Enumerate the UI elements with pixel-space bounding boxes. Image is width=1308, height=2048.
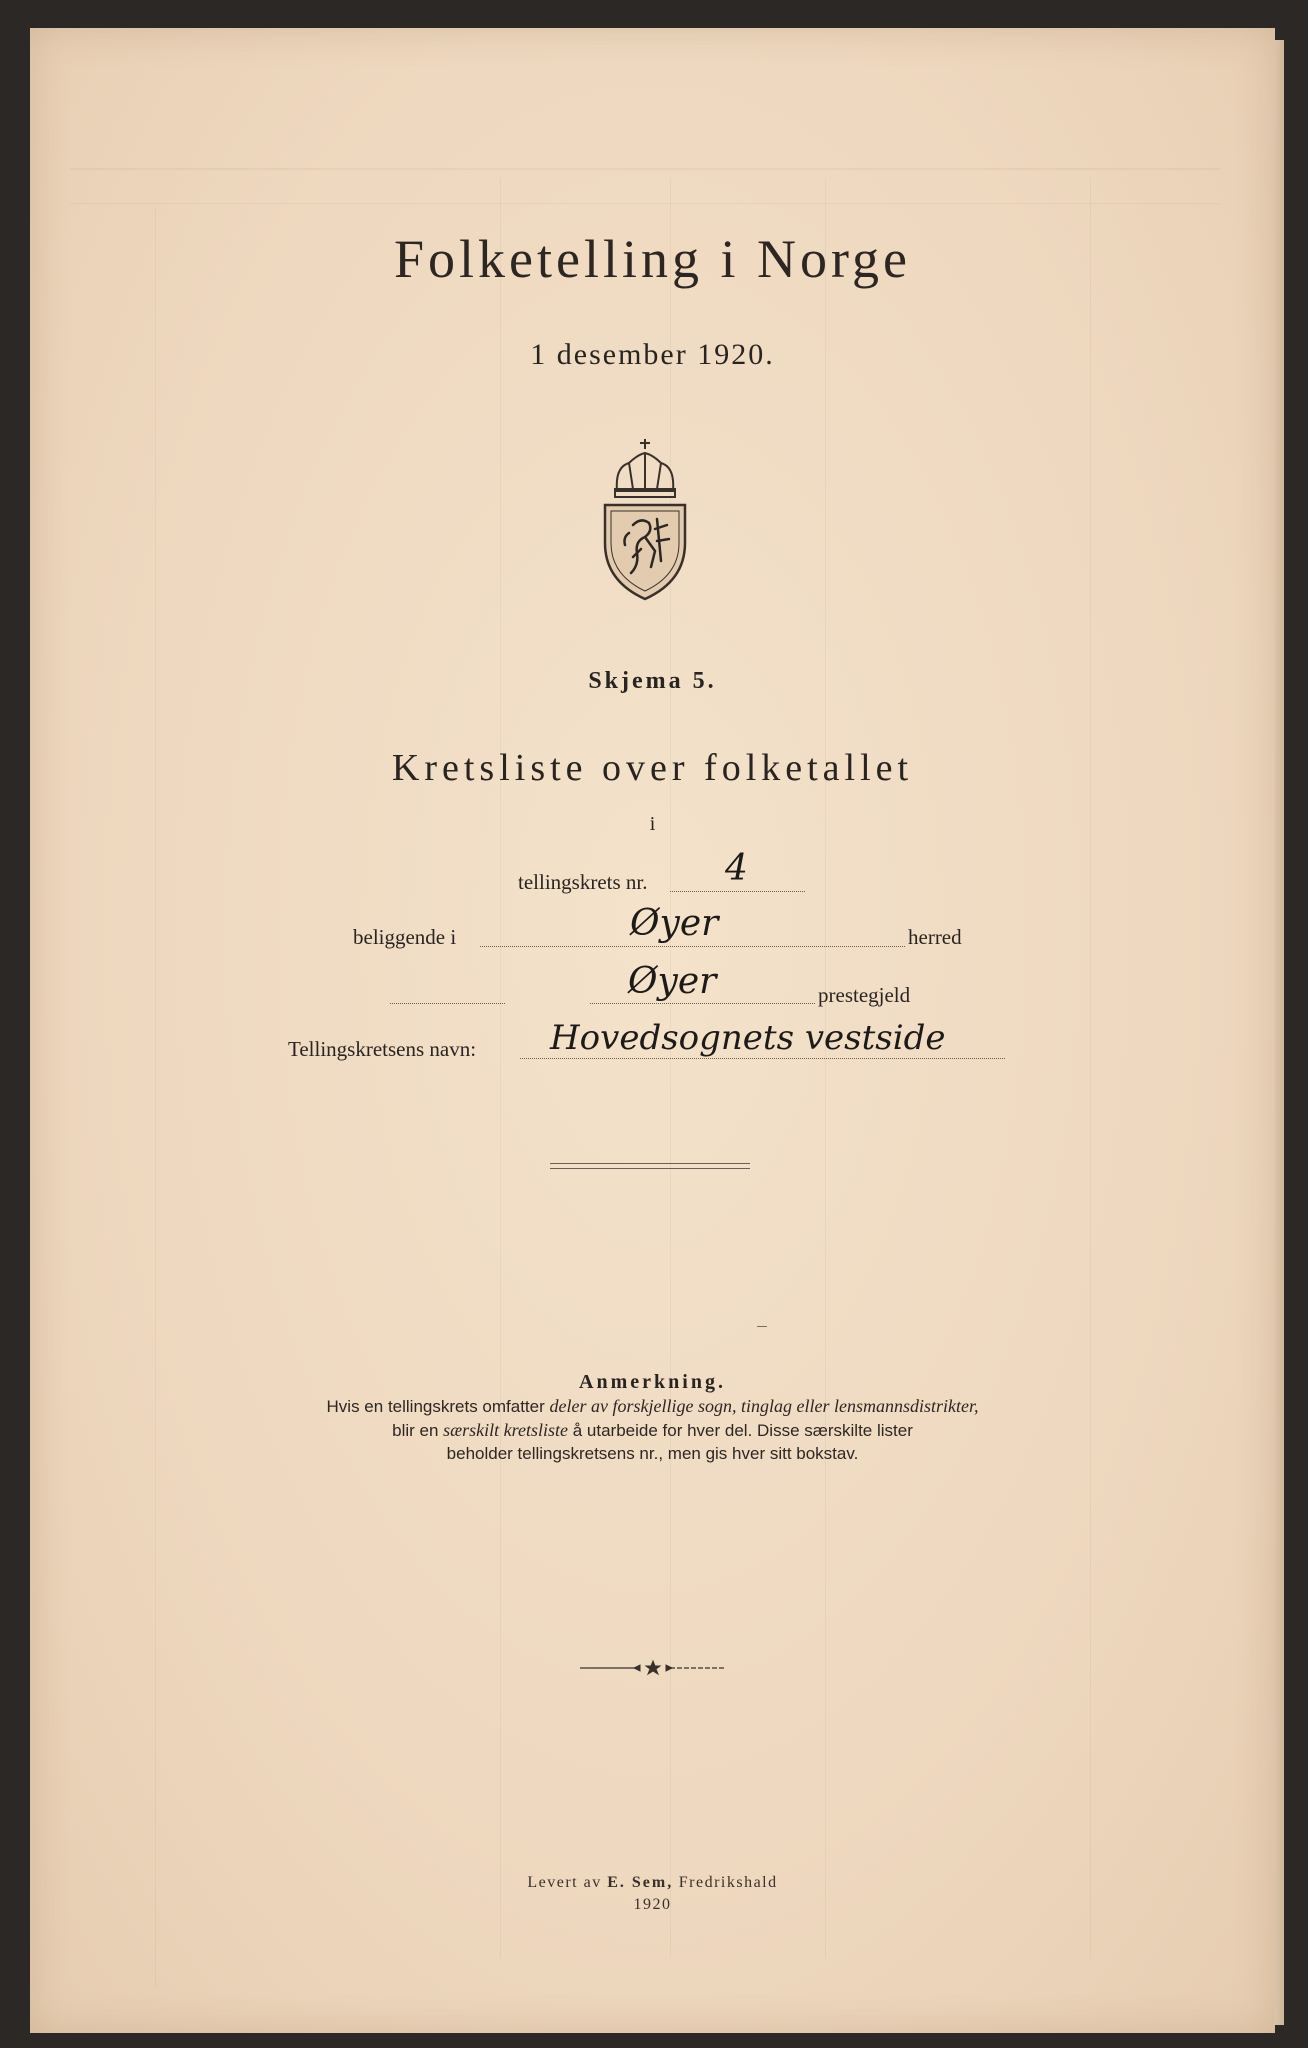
herred-dotline: [480, 946, 905, 947]
census-form-page: [30, 28, 1275, 2033]
note-line-1-text: Hvis en tellingskrets omfatter: [326, 1397, 545, 1416]
show-through-rule: [500, 178, 501, 1958]
form-heading: Kretsliste over folketallet: [391, 747, 914, 789]
printer-line: [30, 1874, 1275, 1892]
beliggende-label: beliggende i: [353, 925, 457, 949]
note-line-2-emphasis: særskilt kretsliste: [443, 1420, 568, 1440]
show-through-rule: [70, 203, 1220, 204]
tellingskrets-number: 4: [725, 848, 748, 889]
small-dash-mark: [757, 1326, 767, 1327]
herred-label: herred: [908, 925, 962, 949]
prestegjeld-dotline: [590, 1003, 815, 1004]
printer-name: E. Sem,: [607, 1874, 674, 1891]
print-year: 1920: [633, 1896, 672, 1913]
census-date: 1 desember 1920.: [530, 338, 775, 371]
printer-prefix: Levert av: [527, 1874, 602, 1891]
kretsnavn-value: Hovedsognets vestside: [550, 1018, 946, 1058]
show-through-rule: [825, 178, 826, 1958]
note-line-1: [30, 1396, 1275, 1417]
herred-value: Øyer: [630, 903, 719, 944]
schema-number: Skjema 5.: [588, 668, 717, 694]
show-through-rule: [70, 168, 1220, 170]
preposition-i: i: [649, 813, 656, 835]
kretsnavn-dotline: [520, 1058, 1005, 1059]
show-through-rule: [155, 208, 156, 1988]
tellingskrets-dotline: [670, 891, 805, 892]
norwegian-coat-of-arms-icon: [595, 433, 695, 603]
note-line-2-text-a: blir en: [392, 1421, 439, 1440]
prestegjeld-value: Øyer: [628, 961, 717, 1002]
double-rule-divider: [550, 1163, 750, 1169]
note-line-1-emphasis: deler av forskjellige sogn, tinglag eller lensmannsdistrikter,: [549, 1396, 979, 1416]
printer-city: Fredrikshald: [678, 1874, 778, 1891]
note-title: Anmerkning.: [579, 1371, 726, 1393]
note-line-2: [30, 1420, 1275, 1441]
ornament-divider-icon: [578, 1658, 728, 1678]
tellingskrets-label: tellingskrets nr.: [518, 870, 648, 894]
note-line-3: beholder tellingskretsens nr., men gis hver sitt bokstav.: [446, 1444, 859, 1463]
note-line-2-text-b: å utarbeide for hver del. Disse særskilte lister: [572, 1421, 913, 1440]
document-title: Folketelling i Norge: [394, 229, 911, 289]
prestegjeld-label: prestegjeld: [818, 983, 911, 1007]
show-through-rule: [1090, 178, 1091, 1958]
kretsnavn-label: Tellingskretsens navn:: [288, 1037, 477, 1061]
prestegjeld-left-dotline: [390, 1003, 505, 1004]
